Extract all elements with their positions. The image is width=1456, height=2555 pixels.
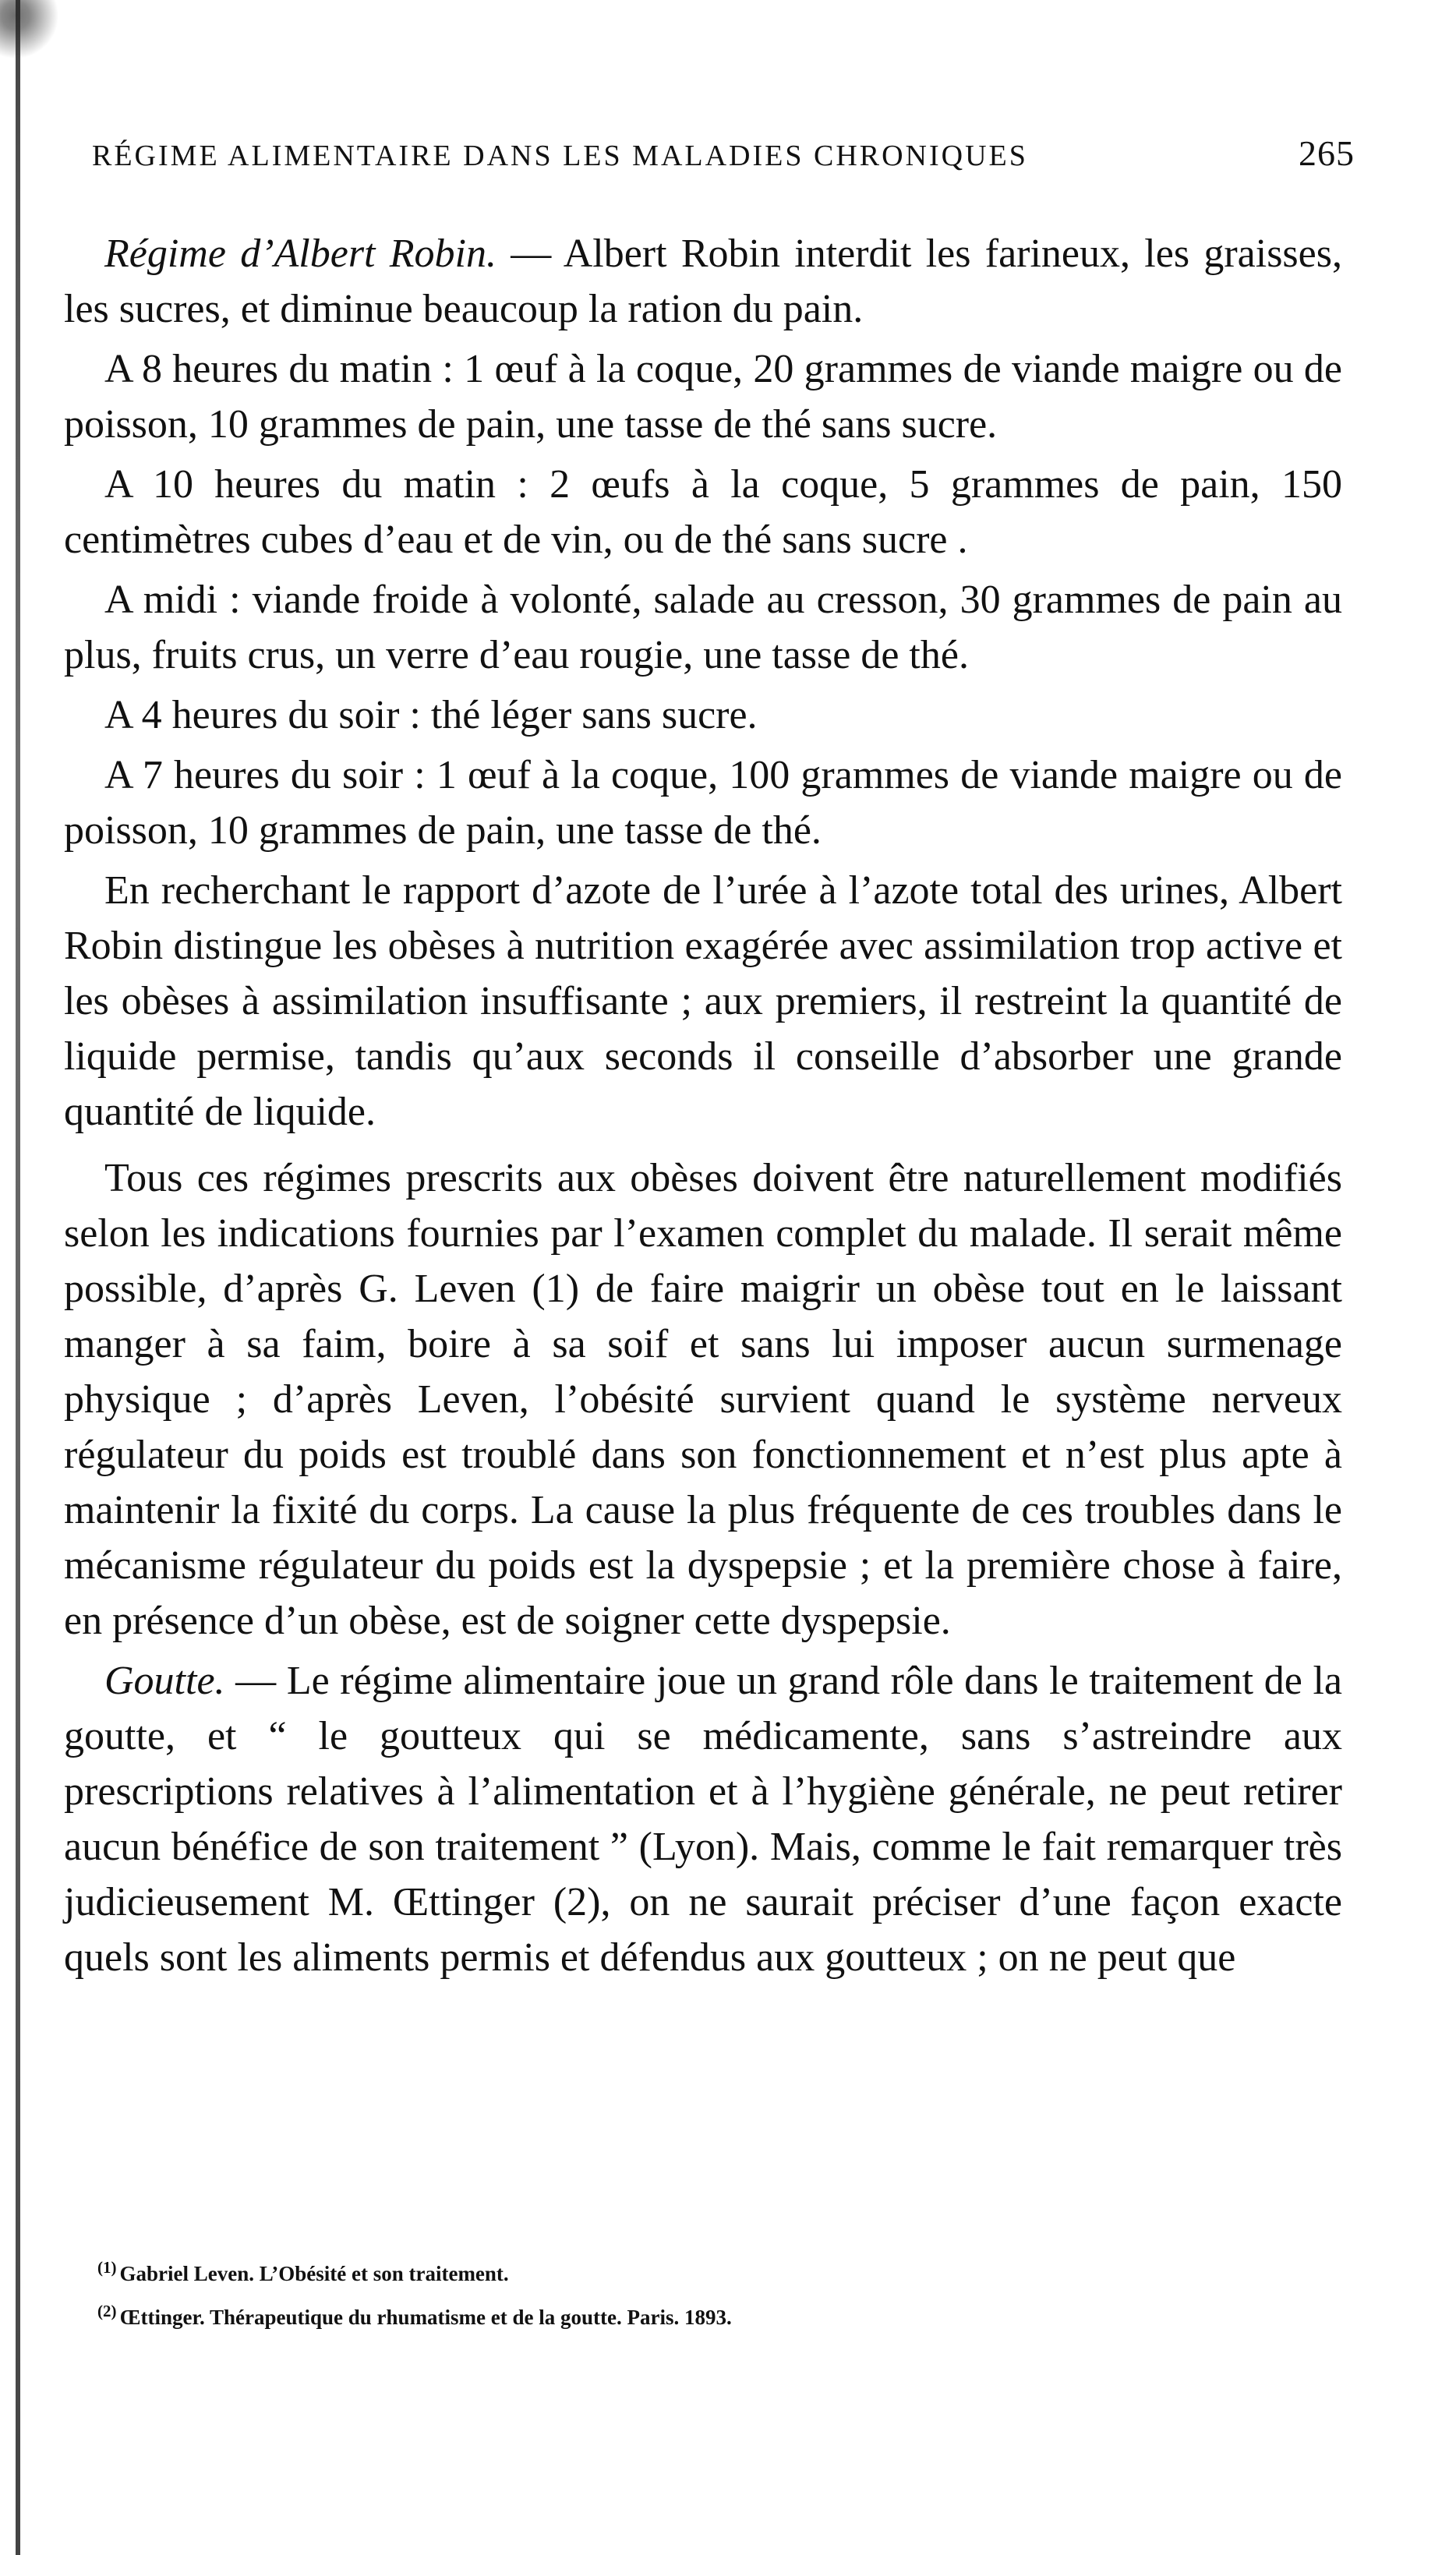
paragraph-7h: A 7 heures du soir : 1 œuf à la coque, 100 grammes de viande maigre ou de poisson, 10 grammes de pain, une tasse de thé. — [64, 753, 1342, 853]
footnote-2-mark: (2) — [97, 2302, 117, 2320]
paragraph-regimes: Tous ces régimes prescrits aux obèses doivent être naturellement modifiés selon les indications fournies par l’examen complet du malade. Il serait même possible, d’après G. Leven (1) de faire maigrir un obèse tout en le laissant manger à sa faim, boire à sa soif et sans lui imposer aucun surmenage physique ; d’après Leven, l’obésité survient quand le système nerveux régulateur du poids est troublé dans son fonctionnement et n’est plus apte à maintenir la fixité du corps. La cause la plus fréquente de ces troubles dans le mécanisme régulateur du poids est la dyspepsie ; et la première chose à faire, en présence d’un obèse, est de soigner cette dyspepsie. — [64, 1156, 1342, 1643]
paragraph-azote: En recherchant le rapport d’azote de l’urée à l’azote total des urines, Albert Robin distingue les obèses à nutrition exagérée avec assimilation trop active et les obèses à assimilation insuffisante ; aux premiers, il restreint la quantité de liquide permise, tandis qu’aux seconds il conseille d’absorber une grande quantité de liquide. — [64, 868, 1342, 1134]
page-corner-stain — [0, 0, 94, 94]
paragraph-10h: A 10 heures du matin : 2 œufs à la coque, 5 grammes de pain, 150 centimètres cubes d’eau et de vin, ou de thé sans sucre . — [64, 462, 1342, 562]
paragraph-8h: A 8 heures du matin : 1 œuf à la coque, 20 grammes de viande maigre ou de poisson, 10 grammes de pain, une tasse de thé sans sucre. — [64, 347, 1342, 447]
paragraph-robin-intro-text: — Albert Robin interdit les farineux, les graisses, les sucres, et diminue beaucoup la ration du pain. — [64, 231, 1342, 331]
footnote-1 — [97, 2249, 1313, 2292]
paragraph-robin-intro — [64, 226, 1342, 337]
page-number: 265 — [1299, 133, 1355, 173]
binding-edge-line — [16, 0, 20, 2555]
paragraph-goutte — [64, 1653, 1342, 1985]
paragraph-goutte-text: — Le régime alimentaire joue un grand rôle dans le traitement de la goutte, et “ le goutteux qui se médicamente, sans s’astreindre aux prescriptions relatives à l’alimentation et à l’hygiène générale, ne peut retirer aucun bénéfice de son traitement ” (Lyon). Mais, comme le fait remarquer très judicieusement M. Œttinger (2), on ne saurait préciser d’une façon exacte quels sont les aliments permis et défendus aux goutteux ; on ne peut que — [64, 1659, 1342, 1980]
footnote-2-text: Œttinger. Thérapeutique du rhumatisme et de la goutte. Paris. 1893. — [119, 2306, 732, 2329]
section-title-goutte: Goutte. — [104, 1659, 225, 1703]
section-title-robin: Régime d’Albert Robin. — [104, 231, 497, 276]
body-text — [64, 226, 1342, 1985]
footnote-1-text: Gabriel Leven. L’Obésité et son traitement. — [119, 2262, 509, 2285]
footnote-1-mark: (1) — [97, 2258, 117, 2277]
header-title: RÉGIME ALIMENTAIRE DANS LES MALADIES CHRONIQUES — [92, 140, 1028, 172]
running-header — [92, 133, 1355, 179]
footnote-2 — [97, 2292, 1313, 2336]
footnotes — [97, 2249, 1313, 2336]
paragraph-midi: A midi : viande froide à volonté, salade au cresson, 30 grammes de pain au plus, fruits crus, un verre d’eau rougie, une tasse de thé. — [64, 578, 1342, 677]
paragraph-4h: A 4 heures du soir : thé léger sans sucre. — [104, 693, 758, 737]
